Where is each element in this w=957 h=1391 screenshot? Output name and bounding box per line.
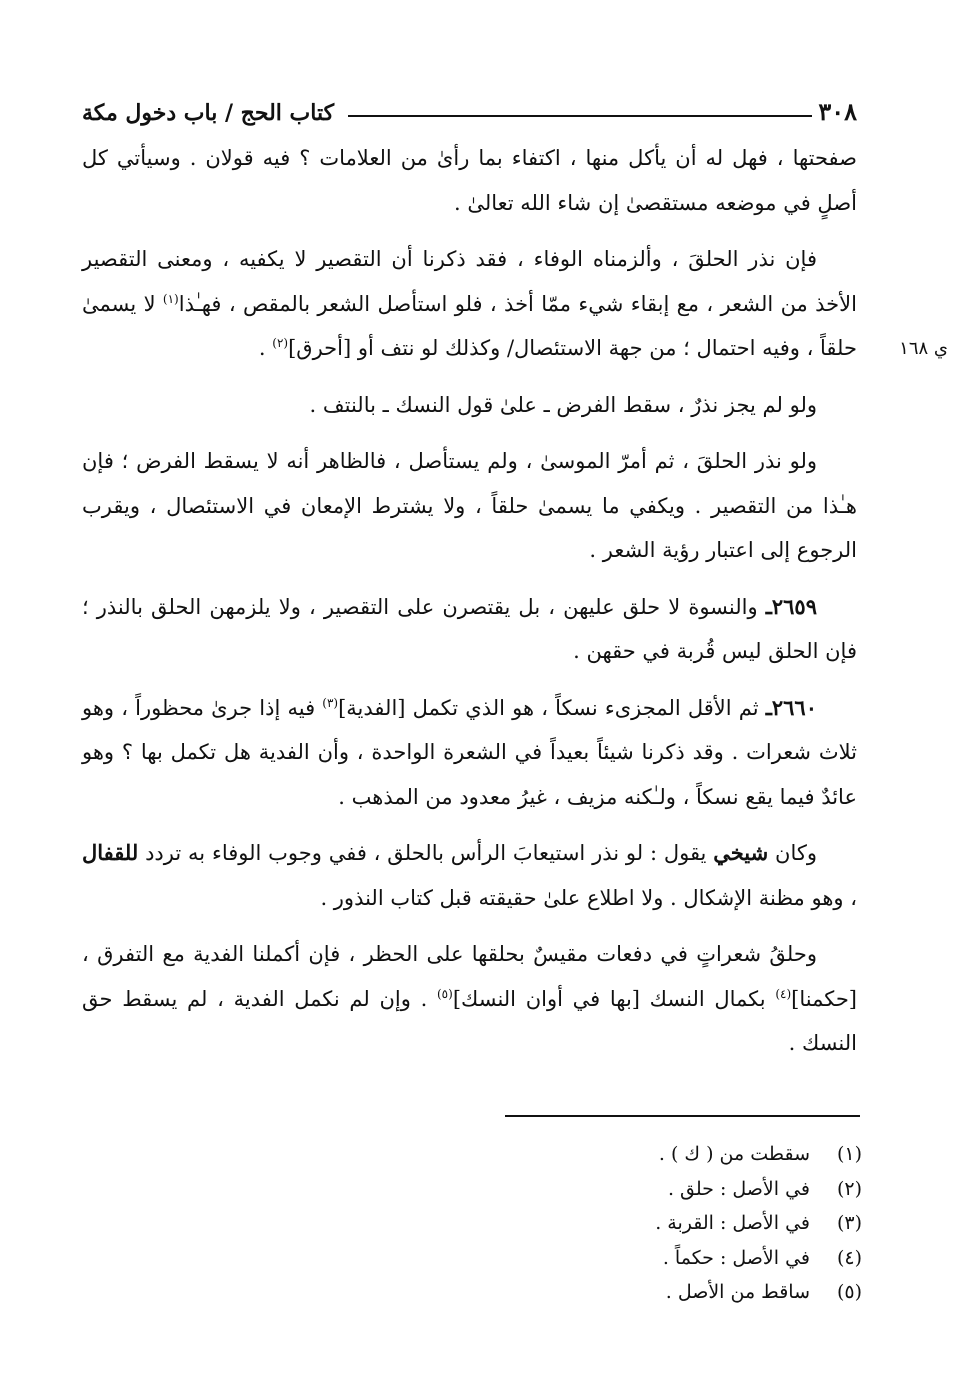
page-number: ٣٠٨: [818, 97, 857, 126]
paragraph-1: صفحتها ، فهل له أن يأكل منها ، اكتفاء بما رأىٰ من العلامات ؟ فيه قولان . وسيأتي كل أصلٍ في موضعه مستقصىٰ إن شاء الله تعالىٰ .: [82, 146, 857, 215]
footnote-ref-4[interactable]: (٤): [775, 986, 792, 1001]
footnote-item: (٣) في الأصل : القربة .: [655, 1212, 862, 1235]
footnote-ref-2[interactable]: (٢): [272, 336, 289, 350]
paragraph-5: ٢٦٥٩ـ والنسوة لا حلق عليهن ، بل يقتصرن على التقصير ، ولا يلزمهن الحلق بالنذر ؛ فإن الحلق ليس قُربة في حقهن .: [82, 593, 857, 663]
footnote-item: (٤) في الأصل : حكماً .: [662, 1246, 862, 1269]
footnote-item: (٢) في الأصل : حلق .: [667, 1177, 862, 1200]
running-title: كتاب الحج / باب دخول مكة: [82, 100, 335, 126]
name-qaffal: للقفال: [82, 840, 139, 865]
footnote-separator: [505, 1115, 860, 1117]
footnote-ref-5[interactable]: (٥): [436, 986, 453, 1001]
footnote-item: (١) سقطت من ( ك ) .: [658, 1143, 862, 1165]
paragraph-8: وحلقُ شعراتٍ في دفعات مقيسٌ بحلقها على الحظر ، فإن أكملنا الفدية مع التفرق ، [حكمنا]$^{(٤)}$ بكمال النسك [بها في أوان النسك]$^{(٥)}$ . وإن لم نكمل الفدية ، لم يسقط حق النسك .: [82, 942, 857, 1055]
header-rule: [348, 115, 812, 117]
footnote-ref-3[interactable]: (٣): [322, 695, 339, 710]
main-text: [82, 136, 857, 1078]
section-number: ٢٦٦٠ـ: [765, 694, 817, 720]
footnote-item: (٥) ساقط من الأصل .: [665, 1281, 862, 1304]
name-sheikh: شيخي: [713, 840, 769, 865]
margin-manuscript-ref: ي ١٦٨: [899, 338, 948, 359]
footnote-ref-1[interactable]: (١): [162, 291, 179, 306]
footnotes: [500, 1137, 862, 1310]
paragraph-3: ولو لم يجز نذرٌ ، سقط الفرض ـ علىٰ قول النسك ـ بالنتف .: [309, 392, 817, 417]
running-header: [82, 86, 857, 126]
paragraph-7: وكان شيخي يقول : لو نذر استيعابَ الرأس بالحلق ، ففي وجوب الوفاء به تردد للقفال ، وهو مظنة الإشكال . ولا اطلاع علىٰ حقيقته قبل كتاب النذور .: [82, 840, 857, 910]
paragraph-2: فإن نذر الحلقَ ، وألزمناه الوفاء ، فقد ذكرنا أن التقصير لا يكفيه ، ومعنى التقصير الأخذ من الشعر ، مع إبقاء شيء ممّا أخذ ، فلو استأصل الشعر بالمقص ، فهـٰذا$^{(١)}$ لا يسمىٰ حلقاً ، وفيه احتمال ؛ من جهة الاستئصال/ وكذلك لو نتف أو [أحرق]$^{(٢)}$ .: [82, 247, 857, 360]
paragraph-4: ولو نذر الحلقَ ، ثم أمرّ الموسىٰ ، ولم يستأصل ، فالظاهر أنه لا يسقط الفرض ؛ فإن هـٰذا من التقصير . ويكفي ما يسمىٰ حلقاً ، ولا يشترط الإمعان في الاستئصال ، ويقرب الرجوع إلى اعتبار رؤية الشعر .: [82, 449, 857, 562]
paragraph-6: ٢٦٦٠ـ ثم الأقل المجزىء نسكاً ، هو الذي تكمل [الفدية]$^{(٣)}$ فيه إذا جرىٰ محظوراً ، وهو ثلاث شعرات . وقد ذكرنا شيئاً بعيداً في الشعرة الواحدة ، وأن الفدية هل تكمل بها ؟ وهو عائدٌ فيما يقع نسكاً ، ولـٰكنه مزيف ، غيرُ معدود من المذهب .: [82, 694, 857, 809]
section-number: ٢٦٥٩ـ: [765, 593, 817, 619]
